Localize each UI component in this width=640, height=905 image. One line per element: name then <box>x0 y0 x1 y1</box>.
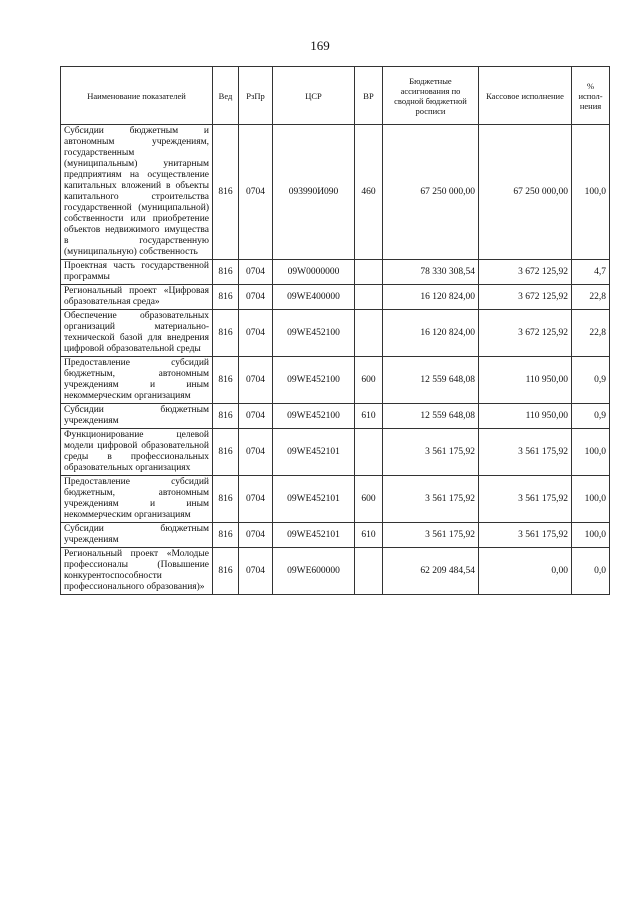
cell-csr: 09WE452101 <box>273 476 355 523</box>
cell-name: Функционирование целевой модели цифровой образовательной среды в профессиональных образовательных организациях <box>61 429 213 476</box>
cell-vr: 600 <box>355 357 383 404</box>
cell-assignments: 12 559 648,08 <box>383 357 479 404</box>
cell-ved: 816 <box>213 260 239 285</box>
cell-cash: 3 672 125,92 <box>479 285 572 310</box>
cell-rzpr: 0704 <box>239 310 273 357</box>
header-assignments: Бюджетные ассигнования по сводной бюджетной росписи <box>383 67 479 125</box>
table-row <box>61 310 610 357</box>
table-row <box>61 285 610 310</box>
cell-ved: 816 <box>213 476 239 523</box>
cell-rzpr: 0704 <box>239 285 273 310</box>
cell-csr: 09WE400000 <box>273 285 355 310</box>
header-cash: Кассовое исполнение <box>479 67 572 125</box>
cell-cash: 3 672 125,92 <box>479 310 572 357</box>
cell-name: Предоставление субсидий бюджетным, автономным учреждениям и иным некоммерческим организациям <box>61 357 213 404</box>
cell-ved: 816 <box>213 310 239 357</box>
cell-assignments: 3 561 175,92 <box>383 476 479 523</box>
cell-percent: 0,9 <box>572 404 610 429</box>
cell-csr: 09WE452100 <box>273 310 355 357</box>
table-row <box>61 548 610 595</box>
cell-assignments: 62 209 484,54 <box>383 548 479 595</box>
cell-csr: 09WE452100 <box>273 357 355 404</box>
cell-rzpr: 0704 <box>239 523 273 548</box>
cell-percent: 0,0 <box>572 548 610 595</box>
header-ved: Вед <box>213 67 239 125</box>
cell-name: Обеспечение образовательных организаций материально-технической базой для внедрения цифровой образовательной среды <box>61 310 213 357</box>
cell-cash: 0,00 <box>479 548 572 595</box>
cell-rzpr: 0704 <box>239 548 273 595</box>
cell-percent: 100,0 <box>572 429 610 476</box>
cell-cash: 3 561 175,92 <box>479 476 572 523</box>
cell-name: Предоставление субсидий бюджетным, автономным учреждениям и иным некоммерческим организациям <box>61 476 213 523</box>
cell-csr: 09WE452100 <box>273 404 355 429</box>
cell-assignments: 78 330 308,54 <box>383 260 479 285</box>
cell-name: Региональный проект «Молодые профессионалы (Повышение конкурентоспособности профессионального образования)» <box>61 548 213 595</box>
table-row <box>61 260 610 285</box>
table-row <box>61 125 610 260</box>
cell-vr <box>355 429 383 476</box>
cell-assignments: 12 559 648,08 <box>383 404 479 429</box>
cell-percent: 22,8 <box>572 285 610 310</box>
cell-csr: 09W0000000 <box>273 260 355 285</box>
cell-percent: 4,7 <box>572 260 610 285</box>
cell-vr <box>355 285 383 310</box>
cell-name: Проектная часть государственной программы <box>61 260 213 285</box>
cell-ved: 816 <box>213 523 239 548</box>
header-percent: % испол-нения <box>572 67 610 125</box>
cell-cash: 3 561 175,92 <box>479 523 572 548</box>
cell-vr <box>355 548 383 595</box>
cell-vr: 460 <box>355 125 383 260</box>
cell-name: Субсидии бюджетным и автономным учреждениям, государственным (муниципальным) унитарным предприятиям на осуществление капитальных вложений в объекты капитального строительства государственной (муниципальной) собственности или приобретение объектов недвижимого имущества в государственную (муниципальную) собственность <box>61 125 213 260</box>
table-row <box>61 523 610 548</box>
cell-percent: 22,8 <box>572 310 610 357</box>
cell-cash: 110 950,00 <box>479 357 572 404</box>
table-row <box>61 404 610 429</box>
cell-name: Региональный проект «Цифровая образовательная среда» <box>61 285 213 310</box>
cell-vr: 600 <box>355 476 383 523</box>
cell-name: Субсидии бюджетным учреждениям <box>61 404 213 429</box>
cell-csr: 09WE452101 <box>273 523 355 548</box>
table-body <box>61 125 610 595</box>
cell-percent: 100,0 <box>572 476 610 523</box>
budget-table <box>60 66 610 595</box>
cell-assignments: 16 120 824,00 <box>383 310 479 357</box>
cell-rzpr: 0704 <box>239 125 273 260</box>
cell-ved: 816 <box>213 285 239 310</box>
cell-rzpr: 0704 <box>239 476 273 523</box>
cell-ved: 816 <box>213 125 239 260</box>
cell-csr: 09WE600000 <box>273 548 355 595</box>
page-number: 169 <box>310 38 330 53</box>
cell-csr: 09WE452101 <box>273 429 355 476</box>
header-vr: ВР <box>355 67 383 125</box>
cell-vr: 610 <box>355 404 383 429</box>
header-name: Наименование показателей <box>61 67 213 125</box>
cell-rzpr: 0704 <box>239 260 273 285</box>
cell-vr <box>355 260 383 285</box>
cell-percent: 100,0 <box>572 125 610 260</box>
table-row <box>61 476 610 523</box>
cell-csr: 093990И090 <box>273 125 355 260</box>
header-csr: ЦСР <box>273 67 355 125</box>
cell-cash: 3 672 125,92 <box>479 260 572 285</box>
cell-rzpr: 0704 <box>239 404 273 429</box>
cell-cash: 67 250 000,00 <box>479 125 572 260</box>
cell-ved: 816 <box>213 548 239 595</box>
cell-percent: 100,0 <box>572 523 610 548</box>
cell-assignments: 3 561 175,92 <box>383 523 479 548</box>
cell-vr: 610 <box>355 523 383 548</box>
cell-assignments: 3 561 175,92 <box>383 429 479 476</box>
cell-assignments: 67 250 000,00 <box>383 125 479 260</box>
cell-percent: 0,9 <box>572 357 610 404</box>
cell-assignments: 16 120 824,00 <box>383 285 479 310</box>
cell-rzpr: 0704 <box>239 357 273 404</box>
header-rzpr: РзПр <box>239 67 273 125</box>
cell-vr <box>355 310 383 357</box>
table-row <box>61 429 610 476</box>
cell-ved: 816 <box>213 357 239 404</box>
cell-rzpr: 0704 <box>239 429 273 476</box>
cell-cash: 3 561 175,92 <box>479 429 572 476</box>
cell-cash: 110 950,00 <box>479 404 572 429</box>
cell-ved: 816 <box>213 429 239 476</box>
table-header-row <box>61 67 610 125</box>
cell-name: Субсидии бюджетным учреждениям <box>61 523 213 548</box>
table-row <box>61 357 610 404</box>
cell-ved: 816 <box>213 404 239 429</box>
